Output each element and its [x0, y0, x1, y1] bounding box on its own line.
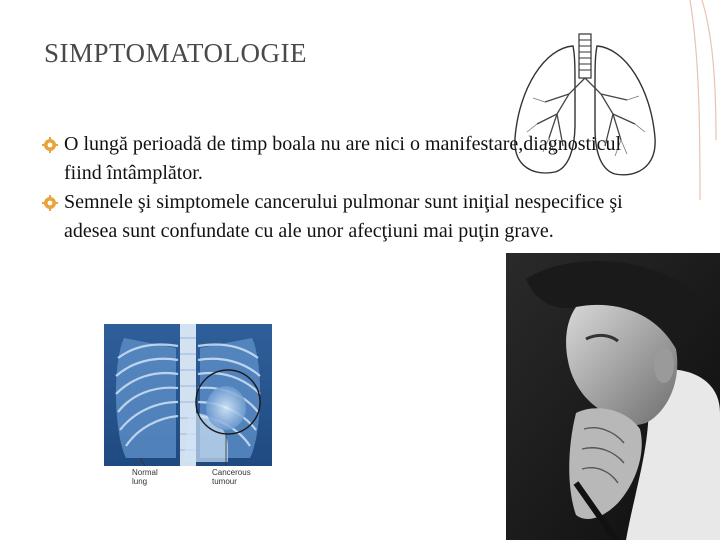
chest-xray-image: [104, 324, 272, 490]
bullet-text: O lungă perioadă de timp boala nu are nici o manifestare,diagnosticul fiind întâmplător.: [64, 133, 622, 184]
bullet-text: Semnele şi simptomele cancerului pulmonar sunt iniţial nespecifice şi adesea sunt confundate cu ale unor afecţiuni mai puţin grave.: [64, 191, 623, 242]
gear-bullet-icon: [42, 137, 58, 153]
xray-label-tumour: Cancerous tumour: [212, 468, 251, 486]
thoughtful-man-photo: [506, 253, 720, 540]
bullet-item: [42, 130, 662, 188]
bullet-list: [42, 130, 662, 246]
xray-label-normal: Normal lung: [132, 468, 158, 486]
bullet-item: [42, 188, 662, 246]
gear-bullet-icon: [42, 195, 58, 211]
slide-title: SIMPTOMATOLOGIE: [44, 38, 308, 68]
